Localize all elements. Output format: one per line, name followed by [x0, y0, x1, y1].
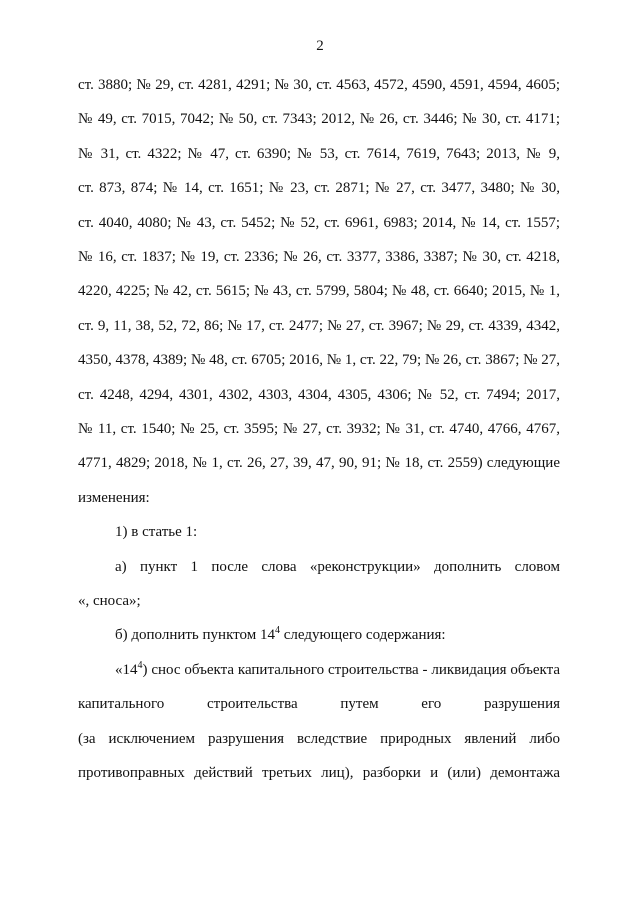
definition-line [115, 661, 560, 679]
citation-line: 4771, 4829; 2018, № 1, ст. 26, 27, 39, 47, 90, 91; № 18, ст. 2559) следующие [78, 455, 560, 471]
citation-line: ст. 3880; № 29, ст. 4281, 4291; № 30, ст. 4563, 4572, 4590, 4591, 4594, 4605; [78, 77, 560, 93]
citation-line: № 49, ст. 7015, 7042; № 50, ст. 7343; 2012, № 26, ст. 3446; № 30, ст. 4171; [78, 111, 560, 127]
item-b-line [115, 626, 560, 644]
page-number: 2 [316, 38, 324, 54]
item-1: 1) в статье 1: [115, 524, 198, 540]
citation-line: № 11, ст. 1540; № 25, ст. 3595; № 27, ст. 3932; № 31, ст. 4740, 4766, 4767, [78, 421, 560, 437]
definition-superscript: 4 [137, 660, 143, 671]
changes-line: изменения: [78, 490, 150, 506]
citation-line: ст. 873, 874; № 14, ст. 1651; № 23, ст. 2871; № 27, ст. 3477, 3480; № 30, [78, 180, 560, 196]
definition-text: ) снос объекта капитального строительства - ликвидация объекта [142, 662, 560, 678]
item-b-text: б) дополнить пунктом 14 [115, 627, 275, 643]
citation-line: № 31, ст. 4322; № 47, ст. 6390; № 53, ст. 7614, 7619, 7643; 2013, № 9, [78, 146, 560, 162]
citation-line: ст. 9, 11, 38, 52, 72, 86; № 17, ст. 2477; № 27, ст. 3967; № 29, ст. 4339, 4342, [78, 318, 560, 334]
citation-line: 4350, 4378, 4389; № 48, ст. 6705; 2016, № 1, ст. 22, 79; № 26, ст. 3867; № 27, [78, 352, 560, 368]
citation-line: № 16, ст. 1837; № 19, ст. 2336; № 26, ст. 3377, 3386, 3387; № 30, ст. 4218, [78, 249, 560, 265]
citation-line: ст. 4040, 4080; № 43, ст. 5452; № 52, ст. 6961, 6983; 2014, № 14, ст. 1557; [78, 215, 560, 231]
item-a-continuation: «, сноса»; [78, 593, 141, 609]
definition-line: капитального строительства путем его разрушения [78, 696, 560, 712]
item-b-superscript: 4 [274, 625, 280, 636]
citation-line: ст. 4248, 4294, 4301, 4302, 4303, 4304, 4305, 4306; № 52, ст. 7494; 2017, [78, 387, 560, 403]
definition-line: противоправных действий третьих лиц), разборки и (или) демонтажа [78, 765, 560, 781]
definition-line: (за исключением разрушения вследствие природных явлений либо [78, 731, 560, 747]
citation-line: 4220, 4225; № 42, ст. 5615; № 43, ст. 5799, 5804; № 48, ст. 6640; 2015, № 1, [78, 283, 560, 299]
definition-prefix: «14 [115, 662, 138, 678]
item-a-line: а) пункт 1 после слова «реконструкции» дополнить словом [115, 559, 560, 575]
item-b-text-suffix: следующего содержания: [279, 627, 446, 643]
